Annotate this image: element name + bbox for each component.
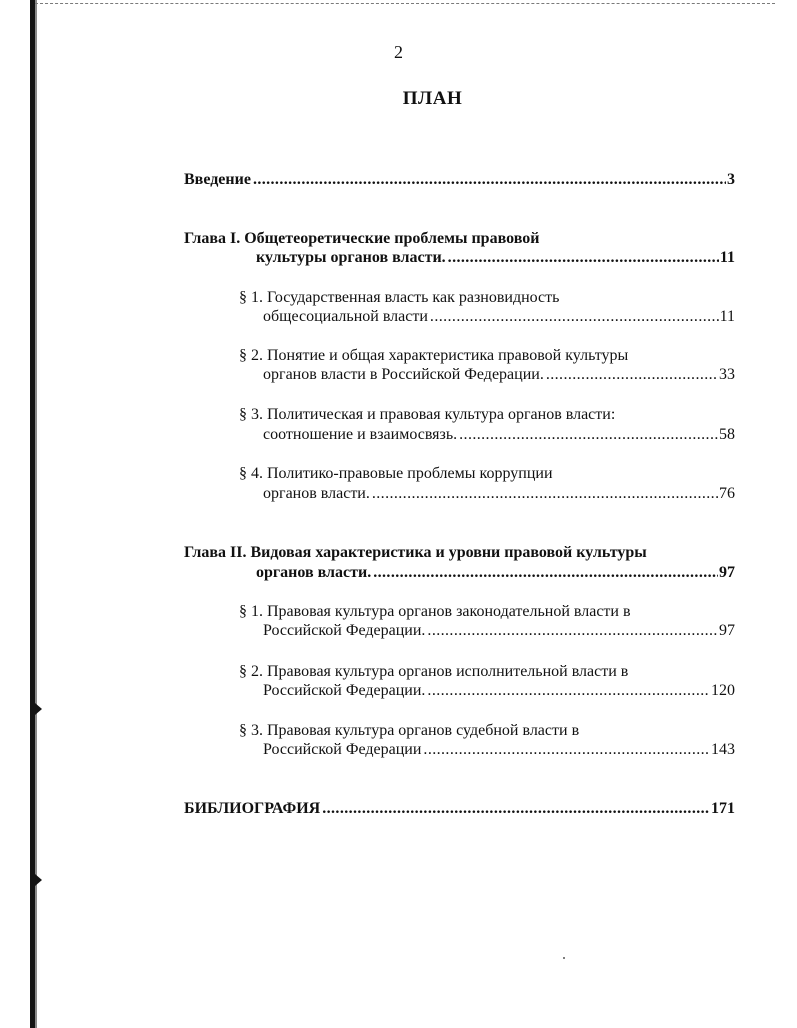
toc-chapter2-entry xyxy=(256,563,735,583)
toc-entry-page: 11 xyxy=(719,249,735,266)
toc-section-entry xyxy=(263,484,735,504)
toc-entry-label: органов власти. xyxy=(256,564,372,581)
toc-entry-label: Введение xyxy=(184,171,251,188)
toc-entry-label: органов власти. xyxy=(263,485,370,502)
toc-entry-label: Российской Федерации. xyxy=(263,622,426,639)
toc-entry-label: культуры органов власти. xyxy=(256,249,446,266)
toc-leader-dots xyxy=(427,621,718,641)
toc-entry-page: 11 xyxy=(719,308,735,325)
toc-entry-label: органов власти в Российской Федерации. xyxy=(263,366,544,383)
toc-entry-intro xyxy=(184,170,735,190)
toc-section-title: § 1. Правовая культура органов законодательной власти в xyxy=(239,603,631,620)
scan-edge-notch xyxy=(35,874,42,886)
toc-entry-page: 171 xyxy=(711,800,735,817)
page-number: 2 xyxy=(394,42,403,62)
toc-section-entry xyxy=(263,425,735,445)
toc-leader-dots xyxy=(448,248,719,268)
toc-section-title: § 3. Правовая культура органов судебной власти в xyxy=(239,722,580,739)
toc-section-title: § 3. Политическая и правовая культура органов власти: xyxy=(239,406,616,423)
toc-entry-page: 97 xyxy=(719,622,735,639)
toc-leader-dots xyxy=(322,799,710,819)
toc-leader-dots xyxy=(546,365,718,385)
toc-entry-page: 76 xyxy=(719,485,735,502)
toc-entry-label: соотношение и взаимосвязь. xyxy=(263,426,458,443)
toc-section-title: § 1. Государственная власть как разновидность xyxy=(239,289,560,306)
toc-entry-page: 143 xyxy=(711,741,735,758)
scan-speck xyxy=(563,957,565,959)
toc-leader-dots xyxy=(423,740,710,760)
toc-entry-label: Российской Федерации xyxy=(263,741,422,758)
toc-chapter2-title: Глава II. Видовая характеристика и уровни правовой культуры xyxy=(184,544,647,561)
toc-leader-dots xyxy=(372,484,718,504)
toc-leader-dots xyxy=(430,307,719,327)
toc-leader-dots xyxy=(253,170,726,190)
toc-section-entry xyxy=(263,307,735,327)
toc-section-title: § 2. Правовая культура органов исполнительной власти в xyxy=(239,663,629,680)
toc-entry-page: 3 xyxy=(727,171,735,188)
toc-leader-dots xyxy=(427,681,710,701)
toc-entry-label: БИБЛИОГРАФИЯ xyxy=(184,800,321,817)
toc-entry-page: 33 xyxy=(719,366,735,383)
toc-section-entry xyxy=(263,621,735,641)
toc-section-entry xyxy=(263,365,735,385)
toc-entry-page: 120 xyxy=(711,682,735,699)
toc-leader-dots xyxy=(373,563,718,583)
toc-entry-label: Российской Федерации. xyxy=(263,682,426,699)
toc-chapter1-title: Глава I. Общетеоретические проблемы правовой xyxy=(184,230,540,247)
toc-section-entry xyxy=(263,740,735,760)
toc-entry-page: 58 xyxy=(719,426,735,443)
page-title: ПЛАН xyxy=(402,88,463,109)
toc-section-title: § 2. Понятие и общая характеристика правовой культуры xyxy=(239,347,629,364)
toc-entry-bibliography xyxy=(184,799,735,819)
toc-chapter1-entry xyxy=(256,248,735,268)
toc-leader-dots xyxy=(459,425,718,445)
scan-top-edge xyxy=(35,3,775,4)
toc-section-entry xyxy=(263,681,735,701)
scan-edge-notch xyxy=(35,703,42,715)
toc-entry-page: 97 xyxy=(719,564,735,581)
toc-section-title: § 4. Политико-правовые проблемы коррупции xyxy=(239,465,553,482)
toc-entry-label: общесоциальной власти xyxy=(263,308,428,325)
